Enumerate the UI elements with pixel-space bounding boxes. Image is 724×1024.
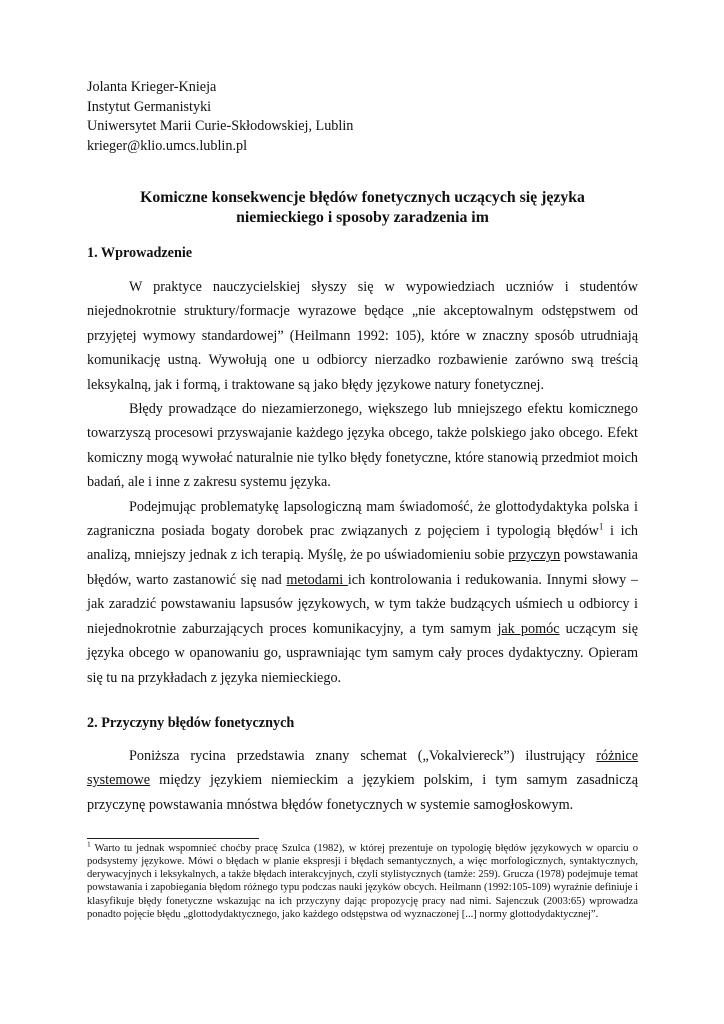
underlined-term-przyczyn: przyczyn <box>508 547 561 564</box>
section-1-paragraph-3 <box>87 495 638 690</box>
title-line-1: Komiczne konsekwencje błędów fonetycznych uczących się języka <box>140 189 585 206</box>
paragraph-text: powstawania błędów, warto zastanowić się nad <box>87 547 638 588</box>
author-block <box>87 78 638 156</box>
footnote-text: Warto tu jednak wspomnieć choćby pracę Szulca (1982), w której prezentuje on typologię błędów językowych w oparciu o podsystemy językowe. Mówi o błędach w planie ekspresji i błędach semantycznych, a więc morfologicznych, syntaktycznych, derywacyjnych i leksykalnych, a także błędach interakcyjnych, czyli stylistycznych (tamże: 259). Grucza (1978) podejmuje temat powstawania i zapobiegania błędom różnego typu podczas nauki języków obcych. Heilmann (1992:105-109) wyraźnie definiuje i klasyfikuje błędy fonetyczne wskazując na ich przyczyny dając propozycję pracy nad nimi. Sajenczuk (2003:65) wprowadza ponadto pojęcie błędu „glottodydaktycznego, jako każdego odstępstwa od wyznaczonej [...] normy glottodydaktycznej”. <box>87 843 638 920</box>
footnote-marker: 1 <box>87 839 91 849</box>
section-2-paragraph-1 <box>87 744 638 817</box>
footnote-reference: 1 <box>598 521 604 532</box>
document-page <box>87 78 638 921</box>
author-name: Jolanta Krieger-Knieja <box>87 79 217 95</box>
section-2-heading: 2. Przyczyny błędów fonetycznych <box>87 714 295 731</box>
underlined-term-metodami: metodami <box>286 571 348 588</box>
paragraph-text: i ich analizą, mniejszy jednak z ich terapią. Myślę, że po uświadomieniu sobie <box>87 523 638 564</box>
paragraph-text: Poniższa rycina przedstawia znany schemat („Vokalviereck”) ilustrujący <box>129 747 597 764</box>
section-1-paragraph-2: Błędy prowadzące do niezamierzonego, większego lub mniejszego efektu komicznego towarzyszą procesowi przyswajanie każdego języka obcego, także polskiego jako obcego. Efekt komiczny mogą wywołać naturalnie nie tylko błędy fonetyczne, które stanowią przedmiot moich badań, ale i inne z zakresu systemu języka. <box>87 401 638 491</box>
section-1-heading: 1. Wprowadzenie <box>87 245 193 261</box>
paragraph-text: uczącym się języka obcego w opanowaniu go, usprawniając tym samym cały proces dydaktyczny. Opieram się tu na przykładach z języka niemieckiego. <box>87 620 638 686</box>
author-institute: Instytut Germanistyki <box>87 98 212 115</box>
title-line-2: niemieckiego i sposoby zaradzenia im <box>236 208 489 226</box>
paragraph-text: Podejmując problematykę lapsologiczną mam świadomość, że glottodydaktyka polska i zagraniczna posiada bogaty dorobek prac związanych z pojęciem i typologią błędów <box>87 498 638 540</box>
footnote-separator <box>87 838 259 839</box>
underlined-term-jak-pomoc: jak pomóc <box>497 620 560 637</box>
section-1-paragraph-1: W praktyce nauczycielskiej słyszy się w wypowiedziach uczniów i studentów niejednokrotnie struktury/formacje wyrazowe będące „nie akceptowalnym odstępstwem od przyjętej wymowy standardowej” (Heilmann 1992: 105), które w znaczny sposób utrudniają komunikację ustną. Wywołują one u odbiorcy nierzadko rozbawienie zarówno swą treścią leksykalną, jak i formą, i traktowane są jako błędy językowe natury fonetycznej. <box>87 279 638 393</box>
author-university: Uniwersytet Marii Curie-Skłodowskiej, Lublin <box>87 118 354 134</box>
underlined-term-roznice-systemowe: różnice systemowe <box>87 747 638 789</box>
footnote-1 <box>87 839 638 921</box>
paragraph-text: ich kontrolowania i redukowania. Innymi słowy – jak zaradzić powstawaniu lapsusów językowych, w tym także budzących uśmiech u odbiorcy i niejednokrotnie zaburzających proces komunikacyjny, a tym samym <box>87 571 638 637</box>
paragraph-text: między językiem niemieckim a językiem polskim, i tym samym zasadniczą przyczynę powstawania mnóstwa błędów fonetycznych w systemie samogłoskowym. <box>87 772 638 813</box>
author-email: krieger@klio.umcs.lublin.pl <box>87 137 248 154</box>
paper-title <box>87 188 638 227</box>
